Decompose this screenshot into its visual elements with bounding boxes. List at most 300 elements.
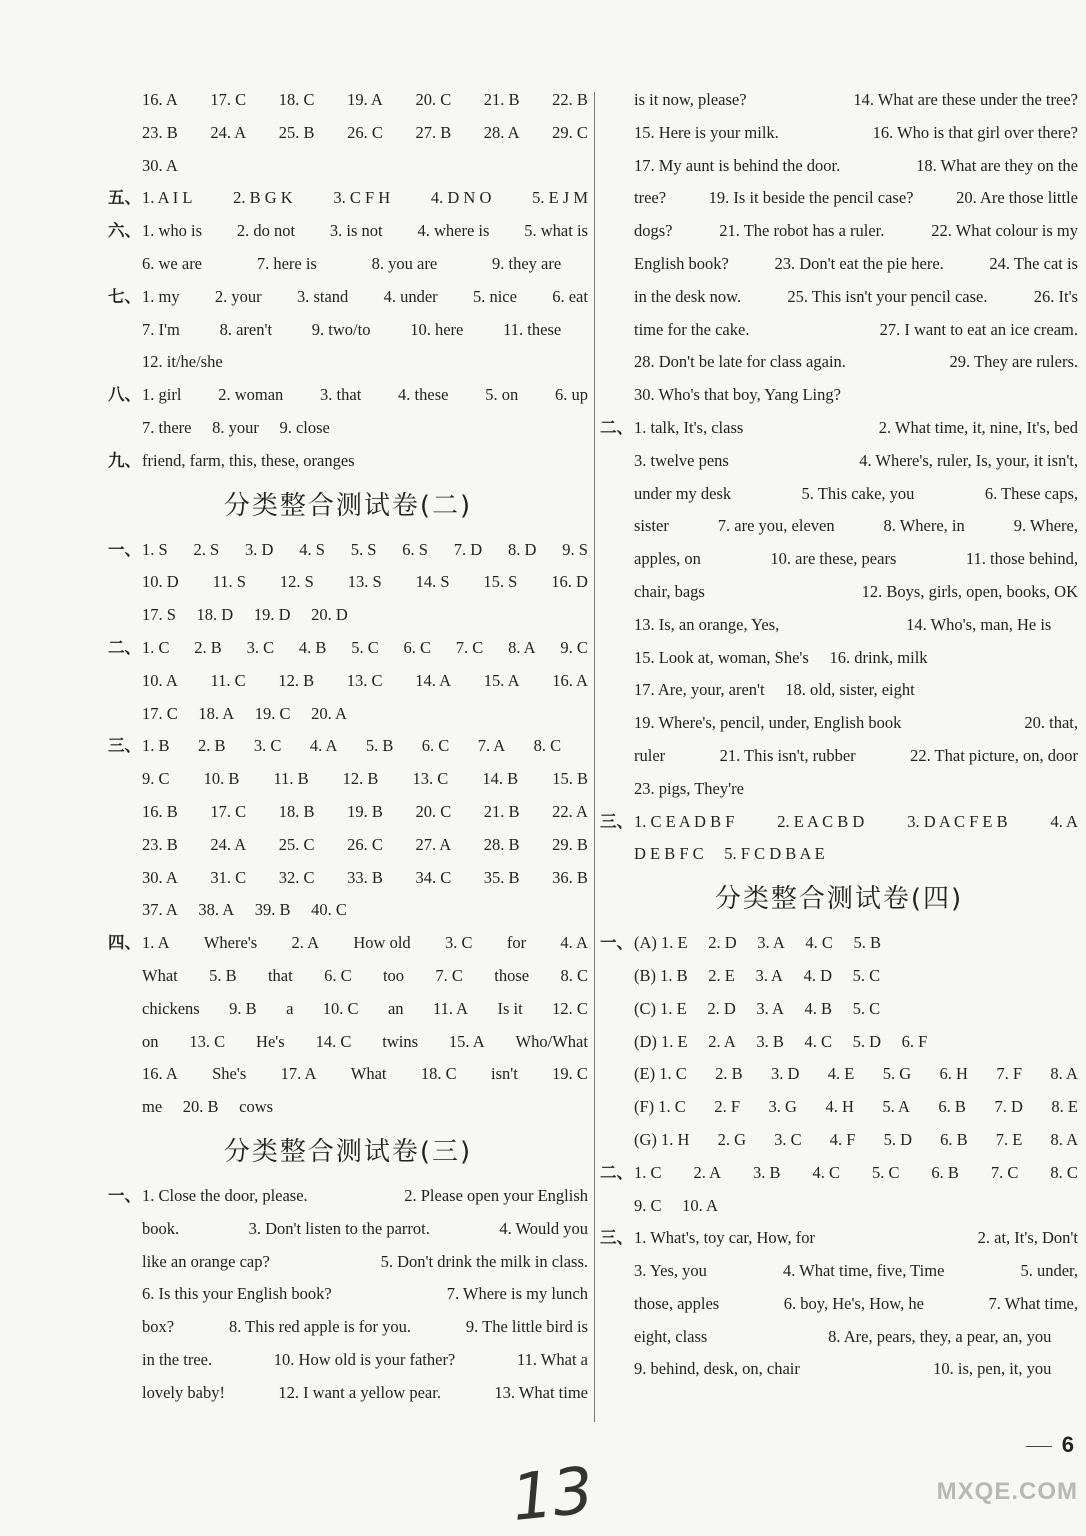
- answer-item: 19. A: [347, 90, 383, 109]
- answer-item: 9. Where,: [1013, 516, 1078, 536]
- answer-item: 26. C: [347, 122, 383, 142]
- answer-item: 3. stand: [296, 286, 349, 306]
- answer-text: [634, 1058, 1078, 1091]
- answer-line: [108, 566, 588, 599]
- answer-item: 5. C: [871, 1162, 900, 1182]
- section-number: 三、: [108, 736, 141, 756]
- answer-item: 9. The little bird is: [465, 1317, 588, 1337]
- answer-text: [634, 543, 1078, 576]
- answer-line: [600, 445, 1078, 478]
- answer-item: 3. is not: [329, 221, 383, 241]
- answer-line: [600, 1157, 1078, 1190]
- answer-line: [108, 763, 588, 796]
- answer-item: 8. you are: [371, 253, 438, 273]
- answer-item: 21. This isn't, rubber: [719, 745, 856, 765]
- answer-text: [634, 478, 1078, 511]
- answer-text: (A) 1. E 2. D 3. A 4. C 5. B: [634, 933, 882, 953]
- answer-text: 17. S 18. D 19. D 20. D: [142, 605, 348, 625]
- answer-item: 24. The cat is: [989, 253, 1078, 273]
- answer-item: 8. aren't: [219, 319, 273, 339]
- answer-line: [108, 1026, 588, 1059]
- answer-item: 2. at, It's, Don't: [977, 1228, 1078, 1248]
- answer-item: 7. C: [435, 965, 463, 985]
- answer-item: 5. nice: [472, 286, 517, 306]
- answer-text: [142, 796, 588, 829]
- answer-line: [108, 862, 588, 895]
- answer-line: [108, 1344, 588, 1377]
- answer-line: [600, 838, 1078, 871]
- answer-item: 34. C: [415, 867, 452, 887]
- answer-item: 9. behind, desk, on, chair: [634, 1359, 800, 1379]
- answer-item: book.: [142, 1218, 180, 1238]
- answer-item: 29. C: [552, 122, 588, 142]
- answer-item: 14. A: [415, 670, 452, 690]
- answer-line: [108, 412, 588, 445]
- answer-item: 19. C: [552, 1064, 588, 1084]
- answer-item: 9. C: [142, 769, 170, 789]
- answer-item: ruler: [634, 745, 666, 765]
- answer-item: 28. Don't be late for class again.: [634, 352, 846, 372]
- answer-item: 16. A: [142, 90, 178, 109]
- answer-item: 9. they are: [492, 253, 562, 273]
- answer-item: 4. F: [829, 1129, 856, 1149]
- answer-text: [142, 960, 588, 993]
- answer-item: 3. C: [253, 736, 282, 756]
- answer-text: [634, 445, 1078, 478]
- answer-item: 22. A: [552, 801, 588, 821]
- answer-item: 3. C: [774, 1129, 802, 1149]
- answer-item: 20. C: [415, 90, 452, 109]
- answer-item: 8. D: [507, 539, 537, 559]
- answer-text: (C) 1. E 2. D 3. A 4. B 5. C: [634, 998, 881, 1018]
- answer-item: 7. are you, eleven: [717, 516, 835, 536]
- section-number: 二、: [600, 1162, 633, 1182]
- answer-item: Where's: [203, 933, 258, 953]
- answer-item: too: [382, 965, 405, 985]
- answer-item: 6. we are: [142, 253, 203, 273]
- answer-item: 2. do not: [236, 221, 296, 241]
- answer-line: [600, 707, 1078, 740]
- answer-item: 6. S: [402, 539, 428, 559]
- answer-line: [600, 1353, 1078, 1386]
- answer-item: isn't: [490, 1064, 518, 1084]
- answer-text: [142, 1213, 588, 1246]
- answer-item: 1. S: [142, 539, 168, 559]
- answer-item: What: [350, 1064, 387, 1084]
- answer-text: [634, 740, 1078, 773]
- answer-text: [142, 730, 561, 763]
- answer-item: 4. Would you: [499, 1218, 588, 1238]
- answer-text: [634, 84, 1078, 117]
- answer-text: (B) 1. B 2. E 3. A 4. D 5. C: [634, 965, 881, 985]
- answer-item: on: [142, 1031, 159, 1051]
- answer-line: [600, 510, 1078, 543]
- answer-line: [600, 993, 1078, 1026]
- answer-item: twins: [382, 1031, 418, 1051]
- answer-item: 1. talk, It's, class: [634, 417, 744, 437]
- answer-item: 21. The robot has a ruler.: [719, 221, 885, 241]
- answer-item: 2. What time, it, nine, It's, bed: [878, 417, 1078, 437]
- answer-item: (E) 1. C: [634, 1064, 687, 1084]
- answer-item: 5. This cake, you: [801, 483, 915, 503]
- answer-item: 2. B: [197, 736, 226, 756]
- answer-item: 1. C: [142, 637, 170, 657]
- answer-item: 4. D N O: [430, 188, 492, 208]
- answer-item: 7. What time,: [988, 1293, 1078, 1313]
- answer-text: [142, 665, 588, 698]
- answer-item: 11. S: [212, 572, 246, 592]
- answer-item: 19. B: [347, 801, 383, 821]
- answer-item: 18. What are they on the: [916, 155, 1078, 175]
- answer-text: [634, 609, 1051, 642]
- watermark: MXQE.COM: [936, 1478, 1078, 1505]
- answer-item: 18. B: [278, 801, 315, 821]
- answer-item: 4. where is: [417, 221, 490, 241]
- left-column: [108, 84, 588, 1409]
- answer-item: 13. Is, an orange, Yes,: [634, 614, 780, 634]
- answer-item: 8. C: [560, 965, 588, 985]
- answer-item: 1. C: [634, 1162, 662, 1182]
- answer-item: 2. E A C B D: [777, 811, 865, 831]
- section-number: 七、: [108, 286, 141, 306]
- answer-item: 27. I want to eat an ice cream.: [879, 319, 1078, 339]
- answer-item: 5. under,: [1020, 1261, 1078, 1281]
- answer-item: 4. Where's, ruler, Is, your, it isn't,: [859, 450, 1078, 470]
- answer-item: What: [142, 965, 178, 985]
- answer-item: 22. That picture, on, door: [910, 745, 1078, 765]
- answer-item: 13. What time: [494, 1382, 588, 1402]
- answer-item: 16. Who is that girl over there?: [872, 122, 1078, 142]
- answer-text: [142, 1377, 588, 1410]
- answer-item: 7. I'm: [142, 319, 180, 339]
- answer-item: apples, on: [634, 549, 701, 569]
- answer-item: 4. these: [398, 385, 449, 405]
- answer-item: Who/What: [515, 1031, 588, 1051]
- answer-line: [600, 1026, 1078, 1059]
- answer-item: 5. B: [209, 965, 237, 985]
- answer-item: 29. B: [552, 834, 588, 854]
- answer-item: 12. B: [342, 769, 379, 789]
- answer-item: 3. Don't listen to the parrot.: [248, 1218, 430, 1238]
- answer-line: [108, 632, 588, 665]
- answer-item: 3. G: [768, 1097, 797, 1117]
- answer-item: 17. C: [210, 801, 247, 821]
- answer-item: 1. girl: [142, 385, 182, 405]
- answer-text: [634, 1222, 1078, 1255]
- section-number: 八、: [108, 385, 141, 405]
- answer-item: 13. S: [347, 572, 382, 592]
- answer-text: [142, 632, 588, 665]
- answer-text: [142, 566, 588, 599]
- answer-item: lovely baby!: [142, 1382, 225, 1402]
- answer-text: [634, 1157, 1078, 1190]
- answer-item: 5. A: [882, 1097, 910, 1117]
- answer-item: 14. C: [315, 1031, 352, 1051]
- answer-item: 10. D: [142, 572, 179, 592]
- answer-text: 23. pigs, They're: [634, 778, 744, 798]
- answer-item: 2. G: [717, 1129, 746, 1149]
- answer-item: 22. What colour is my: [931, 221, 1078, 241]
- answer-line: [108, 993, 588, 1026]
- answer-item: chair, bags: [634, 581, 705, 601]
- answer-item: 14. Who's, man, He is: [906, 614, 1052, 634]
- answer-item: 14. What are these under the tree?: [853, 90, 1078, 109]
- answer-item: 2. B: [715, 1064, 743, 1084]
- answer-line: [108, 379, 588, 412]
- answer-text: [142, 1278, 588, 1311]
- answer-line: [108, 665, 588, 698]
- answer-item: 1. who is: [142, 221, 203, 241]
- answer-item: 2. A: [693, 1162, 721, 1182]
- answer-item: 15. A: [483, 670, 520, 690]
- answer-line: [108, 346, 588, 379]
- section-number: 二、: [108, 637, 141, 657]
- answer-text: [142, 1180, 588, 1213]
- answer-item: 26. It's: [1033, 286, 1078, 306]
- answer-item: 3. C F H: [333, 188, 391, 208]
- answer-text: 17. C 18. A 19. C 20. A: [142, 703, 347, 723]
- answer-item: 6. up: [554, 385, 588, 405]
- answer-item: like an orange cap?: [142, 1251, 270, 1271]
- answer-item: 12. Boys, girls, open, books, OK: [861, 581, 1078, 601]
- answer-item: 15. S: [483, 572, 518, 592]
- answer-item: 12. I want a yellow pear.: [278, 1382, 441, 1402]
- answer-item: 5. Don't drink the milk in class.: [380, 1251, 588, 1271]
- answer-line: [600, 1124, 1078, 1157]
- answer-item: 6. B: [938, 1097, 966, 1117]
- answer-text: [142, 1026, 588, 1059]
- answer-item: 18. C: [278, 90, 315, 109]
- answer-item: that: [267, 965, 293, 985]
- answer-line: [600, 182, 1078, 215]
- answer-line: [108, 117, 588, 150]
- answer-text: [634, 150, 1078, 183]
- answer-line: [108, 445, 588, 478]
- answer-line: [600, 576, 1078, 609]
- answer-item: (G) 1. H: [634, 1129, 690, 1149]
- answer-text: [142, 1058, 588, 1091]
- answer-item: 9. C: [560, 637, 588, 657]
- answer-item: 10. A: [142, 670, 178, 690]
- answer-text: [142, 534, 588, 567]
- answer-item: 7. E: [995, 1129, 1023, 1149]
- answer-item: 8. Where, in: [883, 516, 965, 536]
- answer-text: friend, farm, this, these, oranges: [142, 450, 355, 470]
- answer-text: me 20. B cows: [142, 1097, 274, 1117]
- answer-item: 6. eat: [552, 286, 588, 306]
- answer-line: [108, 84, 588, 117]
- answer-line: [108, 182, 588, 215]
- answer-text: [142, 1311, 588, 1344]
- answer-item: 5. B: [365, 736, 394, 756]
- answer-line: [108, 1278, 588, 1311]
- section-number: 九、: [108, 450, 141, 470]
- answer-text: [142, 281, 588, 314]
- answer-item: 17. C: [210, 90, 247, 109]
- answer-line: [108, 894, 588, 927]
- answer-item: 3. D: [245, 539, 274, 559]
- answer-line: [600, 609, 1078, 642]
- answer-text: [634, 1288, 1078, 1321]
- answer-item: 9. B: [229, 998, 257, 1018]
- answer-text: 37. A 38. A 39. B 40. C: [142, 900, 347, 920]
- answer-text: [142, 84, 588, 117]
- answer-line: [600, 773, 1078, 806]
- answer-item: English book?: [634, 253, 729, 273]
- answer-line: [108, 534, 588, 567]
- answer-item: 4. C: [812, 1162, 840, 1182]
- answer-text: [634, 1321, 1051, 1354]
- answer-item: 3. B: [752, 1162, 781, 1182]
- answer-text: [634, 1255, 1078, 1288]
- answer-line: [600, 150, 1078, 183]
- answer-item: 10. How old is your father?: [273, 1349, 456, 1369]
- section-number: 一、: [108, 1185, 141, 1205]
- section-number: 六、: [108, 221, 141, 241]
- answer-item: 13. C: [346, 670, 383, 690]
- answer-item: 23. B: [142, 834, 178, 854]
- page-number-rule: [1026, 1446, 1052, 1447]
- answer-item: 7. here is: [256, 253, 317, 273]
- answer-text: [142, 993, 588, 1026]
- answer-item: 6. C: [421, 736, 450, 756]
- answer-item: 15. A: [448, 1031, 485, 1051]
- answer-text: [142, 763, 588, 796]
- answer-text: [142, 1344, 588, 1377]
- answer-text: [634, 1353, 1051, 1386]
- answer-item: 7. C: [455, 637, 484, 657]
- answer-line: [600, 478, 1078, 511]
- answer-item: 27. B: [415, 122, 452, 142]
- section-heading: 分类整合测试卷(四): [714, 884, 964, 915]
- answer-item: 22. B: [552, 90, 588, 109]
- answer-item: 10. here: [410, 319, 464, 339]
- answer-item: 6. C: [403, 637, 431, 657]
- answer-line: [600, 1321, 1078, 1354]
- answer-item: 1. Close the door, please.: [142, 1185, 308, 1205]
- answer-item: 19. Where's, pencil, under, English book: [634, 713, 902, 733]
- answer-line: [108, 1058, 588, 1091]
- answer-text: [142, 117, 588, 150]
- answer-line: [108, 1091, 588, 1124]
- answer-item: How old: [353, 933, 411, 953]
- answer-item: 5. G: [882, 1064, 912, 1084]
- answer-text: [634, 707, 1078, 740]
- answer-line: [600, 642, 1078, 675]
- answer-item: chickens: [142, 998, 200, 1018]
- answer-item: 8. A: [508, 637, 536, 657]
- answer-item: 5. S: [350, 539, 377, 559]
- answer-text: [142, 927, 588, 960]
- answer-item: those, apples: [634, 1293, 720, 1313]
- answer-line: [108, 1246, 588, 1279]
- section-number: 一、: [600, 933, 633, 953]
- answer-text: [634, 117, 1078, 150]
- answer-item: 2. your: [214, 286, 262, 306]
- answer-line: [108, 1180, 588, 1213]
- answer-item: 15. Here is your milk.: [634, 122, 779, 142]
- answer-item: 3. D A C F E B: [907, 811, 1008, 831]
- answer-item: 3. C: [246, 637, 275, 657]
- answer-item: 2. F: [714, 1097, 740, 1117]
- answer-item: for: [506, 933, 527, 953]
- answer-item: 10. is, pen, it, you: [933, 1359, 1052, 1379]
- answer-item: 11. What a: [516, 1349, 588, 1369]
- answer-item: in the desk now.: [634, 286, 742, 306]
- answer-item: 26. C: [347, 834, 383, 854]
- answer-text: [634, 248, 1078, 281]
- answer-item: 11. those behind,: [965, 549, 1078, 569]
- answer-item: 13. C: [189, 1031, 226, 1051]
- answer-item: those: [494, 965, 530, 985]
- answer-text: [142, 1246, 588, 1279]
- answer-item: 3. that: [320, 385, 362, 405]
- answer-line: [600, 1190, 1078, 1223]
- answer-item: 2. A: [291, 933, 320, 953]
- answer-item: 2. B G K: [233, 188, 293, 208]
- answer-item: 18. C: [420, 1064, 457, 1084]
- section-number: 五、: [108, 188, 141, 208]
- answer-item: 1. What's, toy car, How, for: [634, 1228, 816, 1248]
- answer-item: 8. Are, pears, they, a pear, an, you: [828, 1326, 1052, 1346]
- answer-line: [108, 1311, 588, 1344]
- answer-item: 4. A: [560, 933, 588, 953]
- answer-line: [600, 346, 1078, 379]
- answer-text: 7. there 8. your 9. close: [142, 417, 330, 437]
- answer-text: [142, 829, 588, 862]
- answer-text: [142, 215, 588, 248]
- answer-item: 14. B: [482, 769, 519, 789]
- answer-line: [600, 1058, 1078, 1091]
- answer-item: 6. H: [939, 1064, 968, 1084]
- answer-item: 7. A: [477, 736, 506, 756]
- answer-item: 16. A: [552, 670, 588, 690]
- answer-item: eight, class: [634, 1326, 708, 1346]
- answer-item: 24. A: [210, 834, 247, 854]
- answer-text: [634, 281, 1078, 314]
- answer-line: [108, 796, 588, 829]
- answer-item: 5. E J M: [532, 188, 588, 208]
- answer-item: 4. B: [298, 637, 327, 657]
- answer-item: 4. E: [827, 1064, 855, 1084]
- answer-line: [108, 698, 588, 731]
- answer-text: [634, 346, 1078, 379]
- answer-line: [600, 379, 1078, 412]
- answer-item: 28. A: [483, 122, 520, 142]
- answer-text: 30. Who's that boy, Yang Ling?: [634, 385, 841, 405]
- answer-line: [108, 927, 588, 960]
- answer-item: 1. A I L: [142, 188, 193, 208]
- answer-text: [634, 510, 1078, 543]
- answer-item: 2. woman: [218, 385, 284, 405]
- answer-line: [600, 674, 1078, 707]
- answer-item: 4. A: [1050, 811, 1078, 831]
- answer-item: 33. B: [347, 867, 383, 887]
- answer-line: [600, 1288, 1078, 1321]
- answer-item: 25. C: [278, 834, 315, 854]
- page-number: 6: [1061, 1432, 1074, 1457]
- answer-line: [108, 1377, 588, 1410]
- answer-text: [634, 314, 1078, 347]
- answer-item: 1. A: [142, 933, 170, 953]
- answer-item: tree?: [634, 188, 667, 208]
- answer-item: 6. B: [940, 1129, 968, 1149]
- answer-text: 15. Look at, woman, She's 16. drink, milk: [634, 647, 928, 667]
- answer-line: [600, 117, 1078, 150]
- answer-item: 1. my: [142, 286, 180, 306]
- answer-item: He's: [256, 1031, 285, 1051]
- answer-item: 32. C: [278, 867, 315, 887]
